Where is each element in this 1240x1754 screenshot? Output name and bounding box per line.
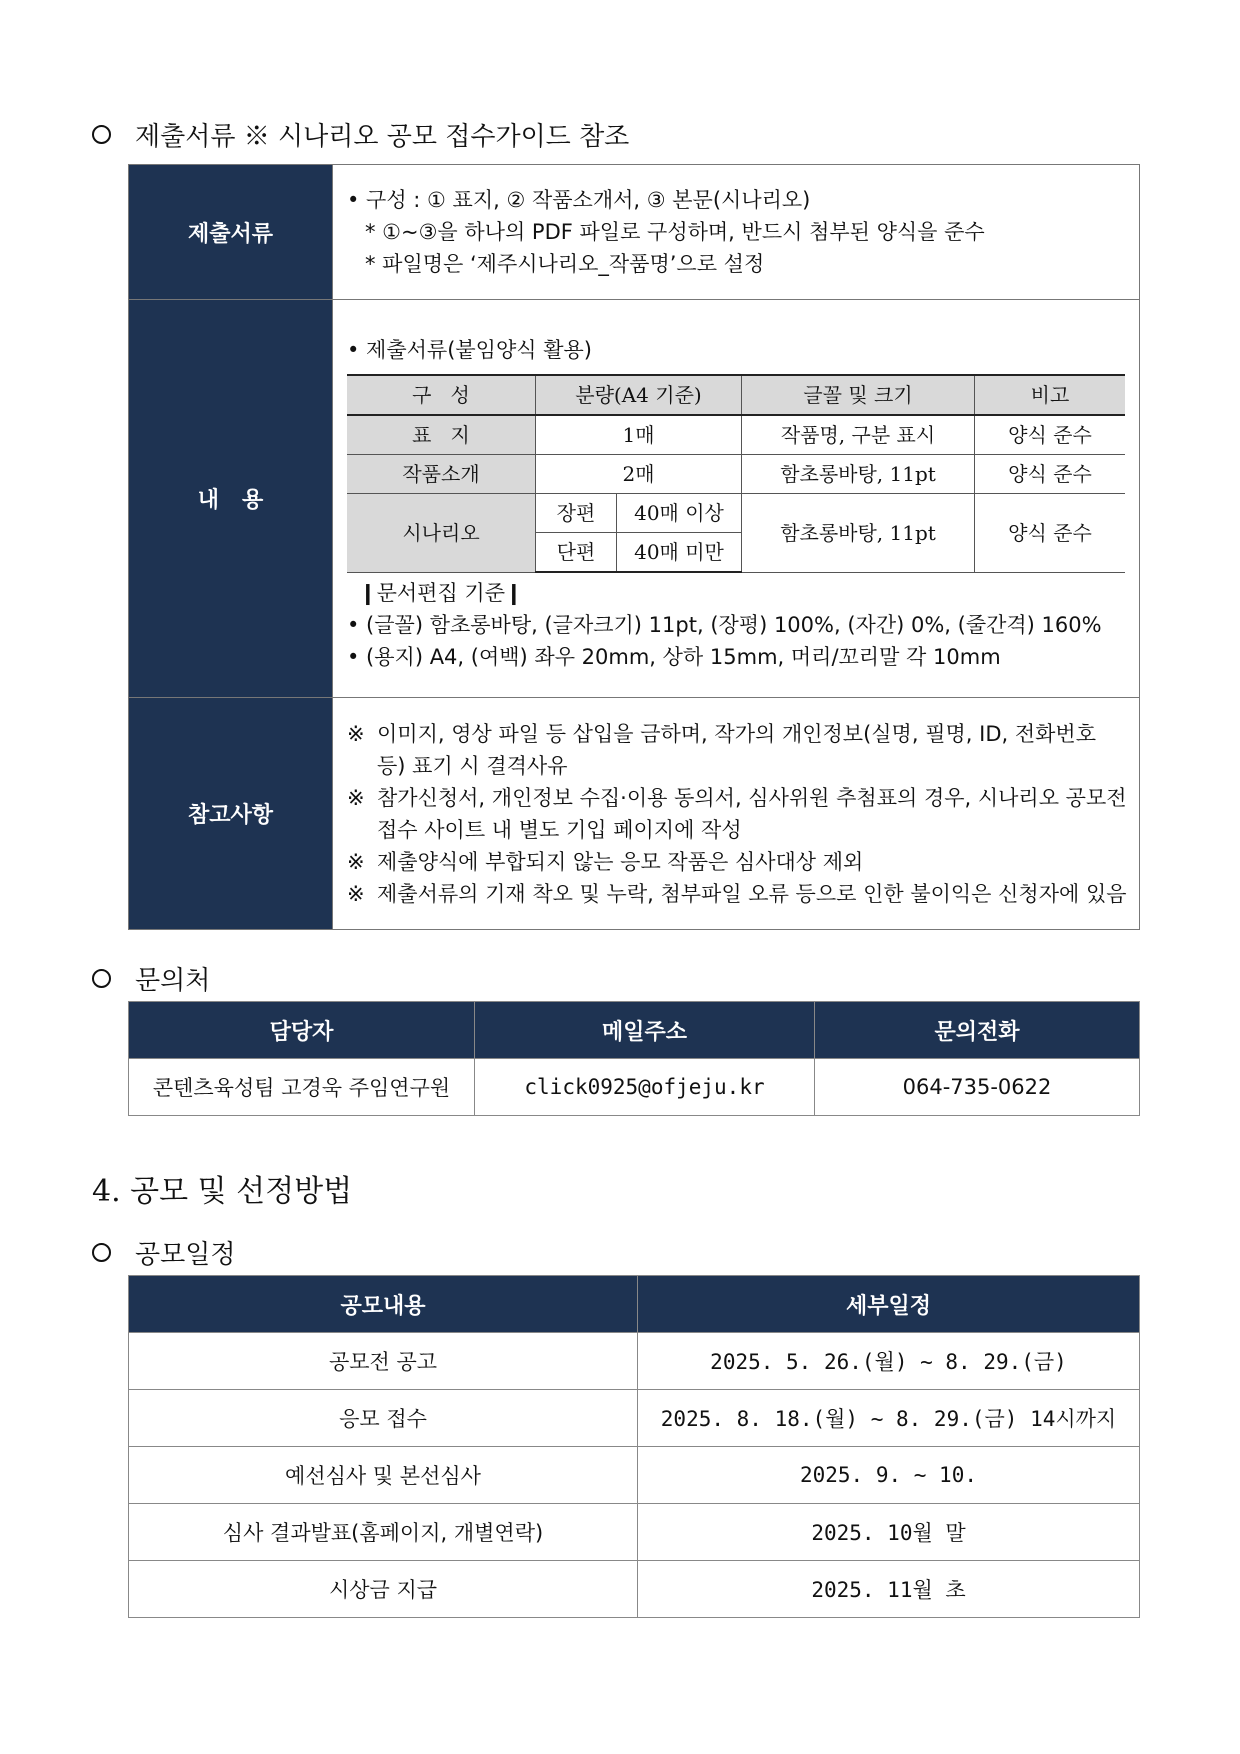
table-row bbox=[129, 1504, 1140, 1561]
cover-font: 작품명, 구분 표시 bbox=[742, 415, 975, 455]
edit-line-font: • (글꼴) 함초롱바탕, (글자크기) 11pt, (장평) 100%, (자간) 0%, (줄간격) 160% bbox=[347, 613, 1102, 637]
note-item bbox=[347, 878, 1129, 910]
contact-heading-text: 문의처 bbox=[135, 966, 211, 996]
reference-mark: ※ bbox=[347, 721, 365, 746]
table-row bbox=[129, 1333, 1140, 1390]
schedule-item: 공모전 공고 bbox=[129, 1333, 638, 1390]
form-header-amount: 분량(A4 기준) bbox=[536, 375, 742, 415]
contact-header-phone: 문의전화 bbox=[815, 1002, 1140, 1059]
scenario-long-amount: 40매 이상 bbox=[617, 494, 742, 533]
scenario-short-amount: 40매 미만 bbox=[617, 533, 742, 573]
note-item bbox=[347, 846, 1129, 878]
submission-heading bbox=[92, 116, 629, 153]
cover-amount: 1매 bbox=[536, 415, 742, 455]
schedule-header-row bbox=[129, 1276, 1140, 1333]
schedule-date: 2025. 10월 말 bbox=[638, 1504, 1140, 1561]
intro-font: 함초롱바탕, 11pt bbox=[742, 455, 975, 494]
composition-line: • 구성 : ① 표지, ② 작품소개서, ③ 본문(시나리오) bbox=[347, 188, 811, 212]
schedule-header-date: 세부일정 bbox=[638, 1276, 1140, 1333]
cover-note: 양식 준수 bbox=[975, 415, 1126, 455]
submission-table bbox=[128, 164, 1140, 930]
intro-amount: 2매 bbox=[536, 455, 742, 494]
note-text: 이미지, 영상 파일 등 삽입을 금하며, 작가의 개인정보(실명, 필명, ID, 전화번호 등) 표기 시 결격사유 bbox=[377, 721, 1096, 778]
schedule-item: 응모 접수 bbox=[129, 1390, 638, 1447]
contact-row bbox=[129, 1059, 1140, 1116]
filename-note: * 파일명은 ‘제주시나리오_작품명’으로 설정 bbox=[365, 252, 765, 276]
scenario-font: 함초롱바탕, 11pt bbox=[742, 494, 975, 573]
contact-heading bbox=[92, 960, 210, 997]
note-text: 제출서류의 기재 착오 및 누락, 첨부파일 오류 등으로 인한 불이익은 신청자에 있음 bbox=[377, 881, 1127, 906]
schedule-item: 심사 결과발표(홈페이지, 개별연락) bbox=[129, 1504, 638, 1561]
pdf-note: * ①~③을 하나의 PDF 파일로 구성하며, 반드시 첨부된 양식을 준수 bbox=[365, 220, 985, 244]
submission-heading-text: 제출서류 ※ 시나리오 공모 접수가이드 참조 bbox=[135, 122, 630, 152]
notes-cell bbox=[333, 698, 1140, 930]
note-item bbox=[347, 782, 1129, 846]
reference-mark: ※ bbox=[347, 881, 365, 906]
schedule-heading-text: 공모일정 bbox=[135, 1240, 236, 1270]
form-header-composition: 구 성 bbox=[347, 375, 536, 415]
schedule-table bbox=[128, 1275, 1140, 1618]
edit-standard-title: ❙문서편집 기준❙ bbox=[359, 581, 523, 605]
schedule-item: 예선심사 및 본선심사 bbox=[129, 1447, 638, 1504]
schedule-heading bbox=[92, 1234, 235, 1271]
content-cell bbox=[333, 300, 1140, 698]
circle-bullet-icon bbox=[92, 969, 111, 988]
table-row bbox=[129, 1390, 1140, 1447]
circle-bullet-icon bbox=[92, 1243, 111, 1262]
table-row bbox=[129, 1447, 1140, 1504]
note-text: 제출양식에 부합되지 않는 응모 작품은 심사대상 제외 bbox=[377, 849, 864, 874]
row-label-content: 내 용 bbox=[129, 300, 333, 698]
form-row-intro bbox=[347, 455, 1125, 494]
contact-header-row bbox=[129, 1002, 1140, 1059]
intro-note: 양식 준수 bbox=[975, 455, 1126, 494]
contact-header-person: 담당자 bbox=[129, 1002, 475, 1059]
form-table-header bbox=[347, 375, 1125, 415]
schedule-header-content: 공모내용 bbox=[129, 1276, 638, 1333]
note-item bbox=[347, 718, 1129, 782]
edit-line-paper: • (용지) A4, (여백) 좌우 20mm, 상하 15mm, 머리/꼬리말 각 10mm bbox=[347, 645, 1001, 669]
row-label-documents: 제출서류 bbox=[129, 165, 333, 300]
schedule-date: 2025. 8. 18.(월) ~ 8. 29.(금) 14시까지 bbox=[638, 1390, 1140, 1447]
intro-name: 작품소개 bbox=[347, 455, 536, 494]
contact-person: 콘텐츠육성팀 고경욱 주임연구원 bbox=[129, 1059, 475, 1116]
scenario-short-label: 단편 bbox=[536, 533, 617, 573]
table-row bbox=[129, 1561, 1140, 1618]
form-intro: • 제출서류(붙임양식 활용) bbox=[347, 338, 592, 362]
form-header-font: 글꼴 및 크기 bbox=[742, 375, 975, 415]
note-text: 참가신청서, 개인정보 수집·이용 동의서, 심사위원 추첨표의 경우, 시나리오 공모전 접수 사이트 내 별도 기입 페이지에 작성 bbox=[377, 785, 1127, 842]
schedule-date: 2025. 9. ~ 10. bbox=[638, 1447, 1140, 1504]
form-table bbox=[347, 374, 1125, 573]
form-row-scenario-long bbox=[347, 494, 1125, 533]
contact-phone: 064-735-0622 bbox=[815, 1059, 1140, 1116]
scenario-note: 양식 준수 bbox=[975, 494, 1126, 573]
section-title: 4. 공모 및 선정방법 bbox=[92, 1174, 353, 1209]
scenario-long-label: 장편 bbox=[536, 494, 617, 533]
cover-name: 표 지 bbox=[347, 415, 536, 455]
form-row-cover bbox=[347, 415, 1125, 455]
schedule-date: 2025. 5. 26.(월) ~ 8. 29.(금) bbox=[638, 1333, 1140, 1390]
schedule-item: 시상금 지급 bbox=[129, 1561, 638, 1618]
contact-table bbox=[128, 1001, 1140, 1116]
scenario-name: 시나리오 bbox=[347, 494, 536, 573]
schedule-date: 2025. 11월 초 bbox=[638, 1561, 1140, 1618]
row-label-notes: 참고사항 bbox=[129, 698, 333, 930]
form-header-note: 비고 bbox=[975, 375, 1126, 415]
reference-mark: ※ bbox=[347, 849, 365, 874]
circle-bullet-icon bbox=[92, 125, 111, 144]
reference-mark: ※ bbox=[347, 785, 365, 810]
documents-content bbox=[333, 165, 1140, 300]
contact-header-email: 메일주소 bbox=[475, 1002, 815, 1059]
contact-email[interactable]: click0925@ofjeju.kr bbox=[475, 1059, 815, 1116]
